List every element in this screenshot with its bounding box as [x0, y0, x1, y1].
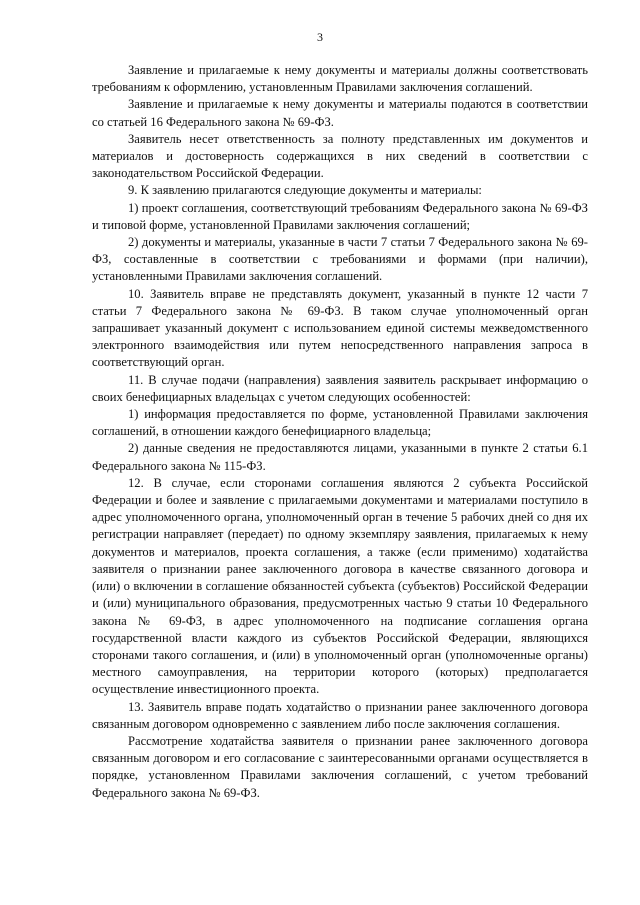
- page-number: 3: [317, 30, 323, 44]
- paragraph-submission: Заявление и прилагаемые к нему документы и материалы подаются в соответствии со статьей 16 Федерального закона № 69-ФЗ.: [92, 97, 588, 129]
- paragraph-item-12: 12. В случае, если сторонами соглашения являются 2 субъекта Российской Федерации и более и заявление с прилагаемыми документами и материалами поступило в адрес уполномоченного органа, уполномоченный орган в течение 5 рабочих дней со дня их регистрации направляет (передает) по одному экземпляру заявления, прилагаемых к нему документов и материалов, проекта соглашения, а также (если применимо) ходатайства заявителя о признании ранее заключенного договора в качестве связанного договора и (или) о включении в соглашение обязанностей субъекта (субъектов) Российской Федерации и (или) муниципального образования, предусмотренных частью 9 статьи 10 Федерального закона № 69-ФЗ, в адрес уполномоченного на подписание соглашения органа государственной власти каждого из субъектов Российской Федерации, являющихся сторонами такого соглашения, и (или) в уполномоченный орган (уполномоченные органы) местного самоуправления, на территории которого (которых) предполагается осуществление инвестиционного проекта.: [92, 475, 588, 697]
- paragraph-item-13-review: Рассмотрение ходатайства заявителя о признании ранее заключенного договора связанным договором и его согласование с заинтересованными органами осуществляется в порядке, установленном Правилами заключения соглашений, с учетом требований Федерального закона № 69-ФЗ.: [92, 733, 588, 800]
- paragraph-item-13: 13. Заявитель вправе подать ходатайство о признании ранее заключенного договора связанным договором одновременно с заявлением либо после заключения соглашения.: [92, 699, 588, 731]
- paragraph-item-9-1: 1) проект соглашения, соответствующий требованиям Федерального закона № 69-ФЗ и типовой форме, установленной Правилами заключения соглашений;: [92, 200, 588, 232]
- paragraph-item-9-2: 2) документы и материалы, указанные в части 7 статьи 7 Федерального закона № 69-ФЗ, составленные в соответствии с требованиями и формами (при наличии), установленными Правилами заключения соглашений.: [92, 235, 588, 284]
- paragraph-requirements: Заявление и прилагаемые к нему документы и материалы должны соответствовать требованиям к оформлению, установленным Правилами заключения соглашений.: [92, 63, 588, 95]
- paragraph-item-10: 10. Заявитель вправе не представлять документ, указанный в пункте 12 части 7 статьи 7 Федерального закона № 69-ФЗ. В таком случае уполномоченный орган запрашивает указанный документ с использованием единой системы межведомственного электронного взаимодействия или путем непосредственного направления запроса в соответствующий орган.: [92, 286, 588, 370]
- paragraph-item-11-1: 1) информация предоставляется по форме, установленной Правилами заключения соглашений, в отношении каждого бенефициарного владельца;: [92, 407, 588, 439]
- paragraph-item-11: 11. В случае подачи (направления) заявления заявитель раскрывает информацию о своих бенефициарных владельцах с учетом следующих особенностей:: [92, 372, 588, 404]
- paragraph-responsibility: Заявитель несет ответственность за полноту представленных им документов и материалов и достоверность содержащихся в них сведений в соответствии с законодательством Российской Федерации.: [92, 131, 588, 181]
- document-body: [92, 62, 588, 802]
- paragraph-item-11-2: 2) данные сведения не предоставляются лицами, указанными в пункте 2 статьи 6.1 Федерального закона № 115-ФЗ.: [92, 441, 588, 473]
- paragraph-item-9: 9. К заявлению прилагаются следующие документы и материалы:: [128, 183, 482, 198]
